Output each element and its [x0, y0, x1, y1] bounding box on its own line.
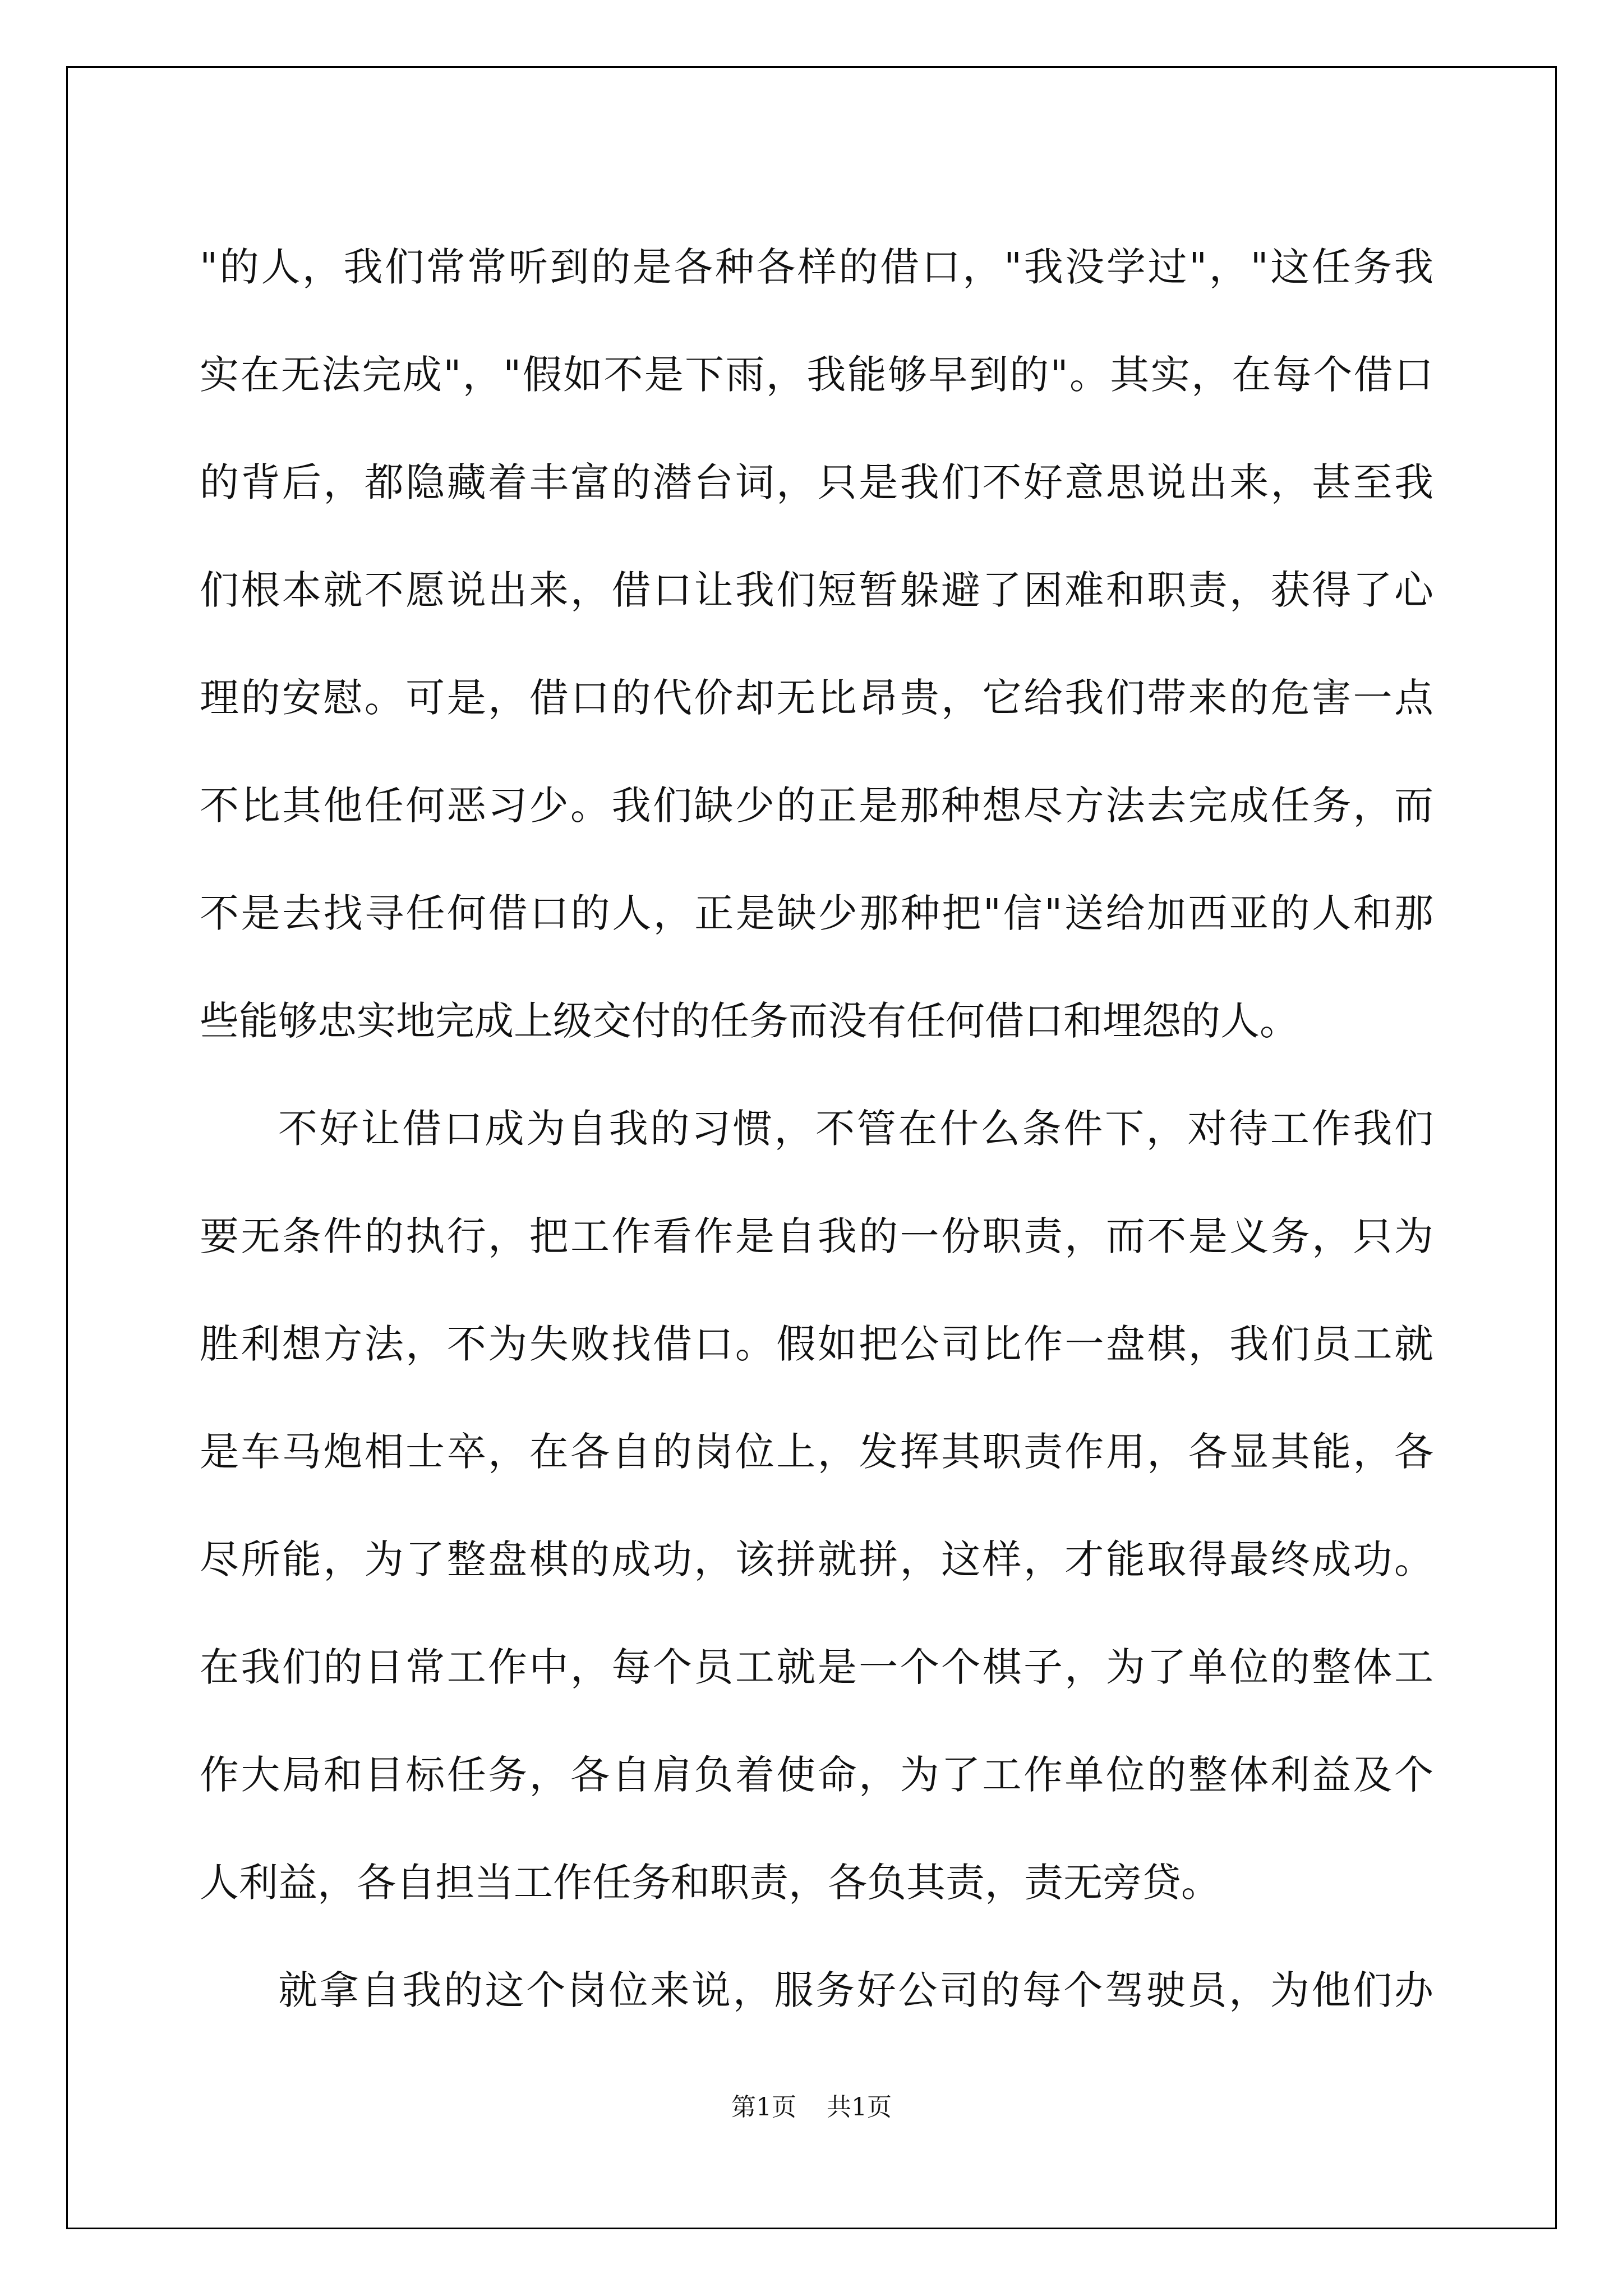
- text-line: 们根本就不愿说出来，借口让我们短暂躲避了困难和职责，获得了心: [200, 567, 1433, 613]
- document-body: [200, 213, 1433, 2044]
- text-line: 的背后，都隐藏着丰富的潜台词，只是我们不好意思说出来，甚至我: [200, 459, 1433, 505]
- text-line: 不比其他任何恶习少。我们缺少的正是那种想尽方法去完成任务，而: [200, 783, 1433, 829]
- paragraph-start-line: 不好让借口成为自我的习惯，不管在什么条件下，对待工作我们: [278, 1106, 1433, 1152]
- text-line: 理的安慰。可是，借口的代价却无比昂贵，它给我们带来的危害一点: [200, 675, 1433, 721]
- text-line: 人利益，各自担当工作任务和职责，各负其责，责无旁贷。: [200, 1860, 1220, 1906]
- text-line: 实在无法完成"，"假如不是下雨，我能够早到的"。其实，在每个借口: [200, 352, 1433, 398]
- text-line: 要无条件的执行，把工作看作是自我的一份职责，而不是义务，只为: [200, 1213, 1433, 1259]
- paragraph-start-line: 就拿自我的这个岗位来说，服务好公司的每个驾驶员，为他们办: [278, 1967, 1433, 2013]
- text-line: 作大局和目标任务，各自肩负着使命，为了工作单位的整体利益及个: [200, 1752, 1433, 1798]
- text-line: 胜利想方法，不为失败找借口。假如把公司比作一盘棋，我们员工就: [200, 1321, 1433, 1367]
- text-line: 尽所能，为了整盘棋的成功，该拼就拼，这样，才能取得最终成功。: [200, 1536, 1433, 1582]
- text-line: 不是去找寻任何借口的人，正是缺少那种把"信"送给加西亚的人和那: [200, 890, 1433, 936]
- page-number: 第1页: [731, 2093, 796, 2122]
- text-line: "的人，我们常常听到的是各种各样的借口，"我没学过"，"这任务我: [200, 244, 1433, 290]
- page-footer: [0, 2087, 1623, 2123]
- text-line: 在我们的日常工作中，每个员工就是一个个棋子，为了单位的整体工: [200, 1644, 1433, 1690]
- text-line: 是车马炮相士卒，在各自的岗位上，发挥其职责作用，各显其能，各: [200, 1429, 1433, 1475]
- page-total: 共1页: [827, 2093, 892, 2122]
- text-line: 些能够忠实地完成上级交付的任务而没有任何借口和埋怨的人。: [200, 998, 1299, 1044]
